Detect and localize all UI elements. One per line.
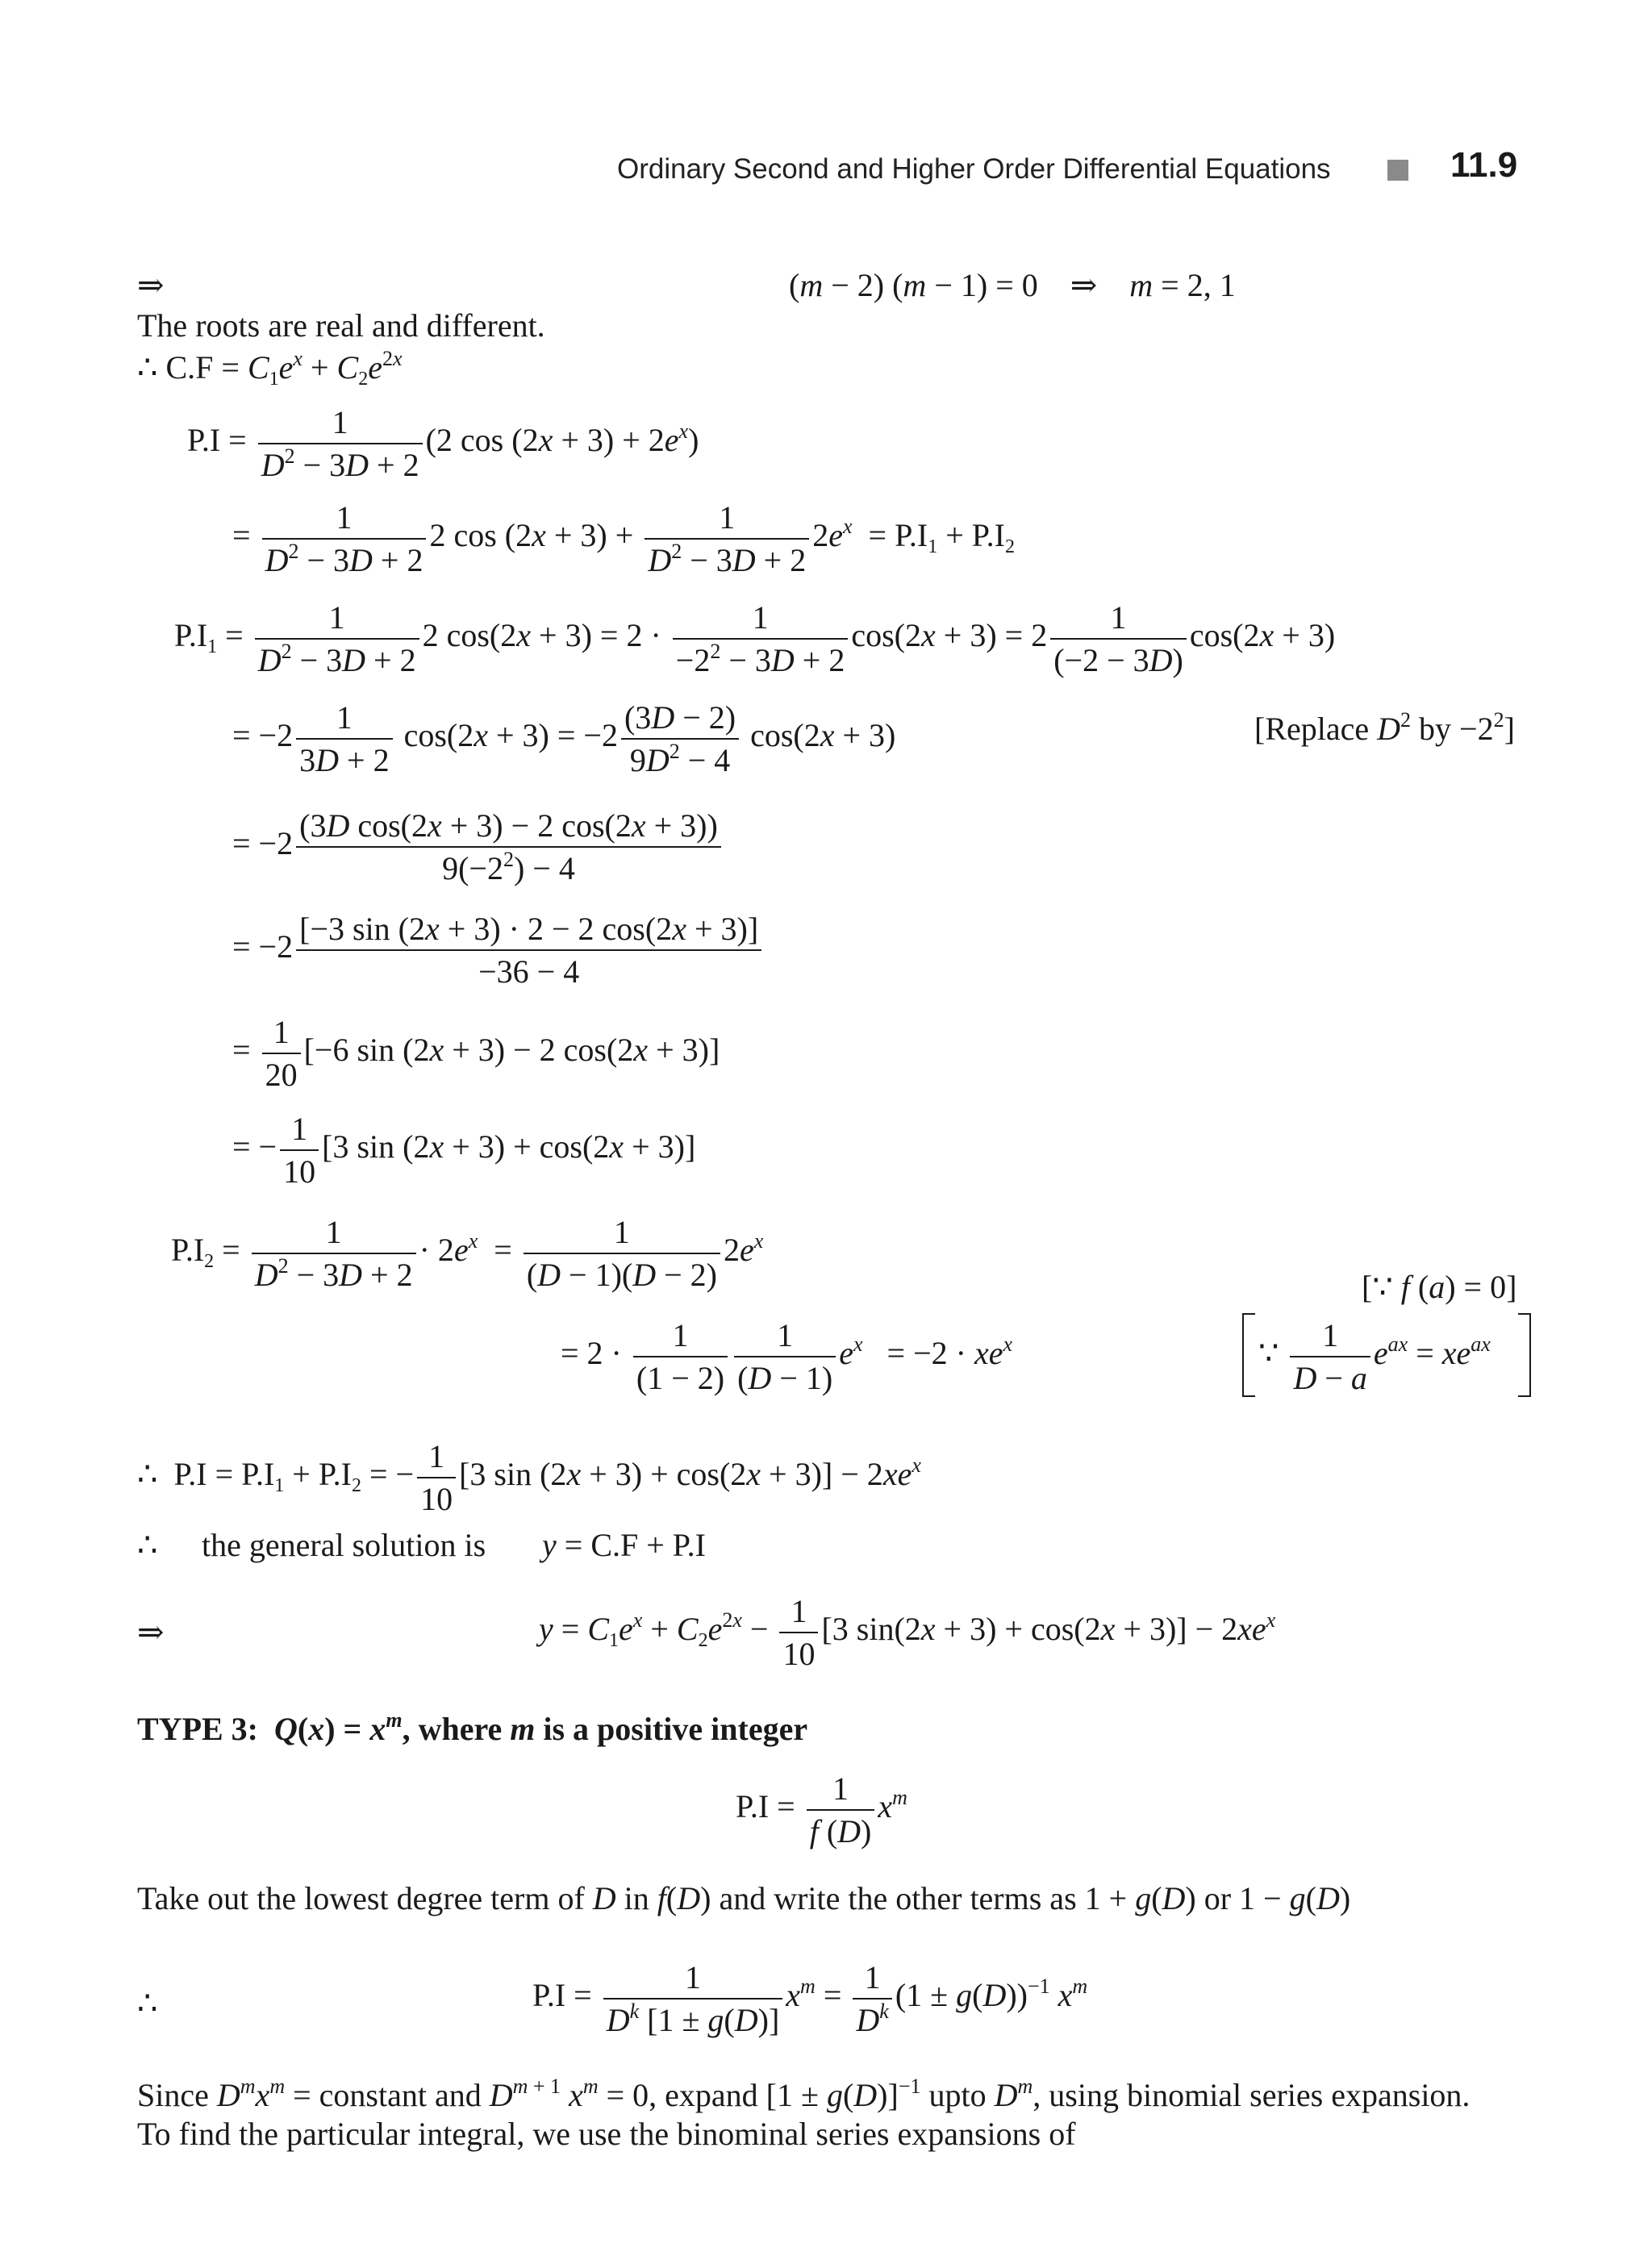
header-square-icon	[1387, 160, 1408, 181]
replace-note: [Replace $D^2$ by $-2^2$]	[1254, 708, 1515, 747]
pi1-step1: $P.I_1$ = $\frac{1}{D^2 - 3D + 2}$ 2 cos(2x + 3) = 2 · $\frac{1}{-2^2 - 3D + 2}$ cos(2x + 3) = 2 $\frac{1}{(-2 - 3D)}$ cos(2x + 3)	[174, 599, 1336, 678]
pi-split: = $\frac{1}{D^2 - 3D + 2}$ 2 cos (2x + 3) + $\frac{1}{D^2 - 3D + 2}$ $2e^x = P.I_1 + P.I_2$	[232, 499, 1015, 578]
general-solution-text: the general solution is	[202, 1527, 486, 1563]
page-number: 11.9	[1450, 145, 1518, 185]
pi1-step2: = −2 $\frac{1}{3D + 2}$ cos(2x + 3) = −2 $\frac{(3D - 2)}{9D^2 - 4}$ cos(2x + 3)	[232, 699, 896, 778]
pi-total: ∴ $P.I = P.I_1 + P.I_2$ = − $\frac{1}{10}$ [3 $\sin (2x + 3) + \cos(2x + 3)] - 2xe^x$	[137, 1438, 921, 1517]
pi1-step4: = −2 $\frac{[-3 \sin (2x + 3) \cdot 2 - 2 \cos(2x + 3)]}{-36 - 4}$	[232, 910, 765, 990]
roots-note: The roots are real and different.	[137, 307, 545, 344]
pi1-result: = − $\frac{1}{10}$ [3 sin (2x + 3) + cos(2x + 3)]	[232, 1111, 696, 1190]
implies-symbol-2: ⇒	[137, 1614, 165, 1650]
pi-definition: P.I = $\frac{1}{D^2 - 3D + 2}$ (2 $\cos (2x + 3) + 2e^x$)	[187, 404, 699, 483]
type3-pi-expansion: P.I = $\frac{1}{D^k [1 \pm g(D)]}$ $x^m$ = $\frac{1}{D^k}$ $(1 \pm g(D))^{-1}$ $x^m$	[532, 1959, 1088, 2038]
cf-line: ∴ $C.F = C_1e^x + C_2e^{2x}$	[137, 347, 403, 390]
pi1-step5: = $\frac{1}{20}$ [−6 sin (2x + 3) − 2 cos(2x + 3)]	[232, 1014, 720, 1093]
running-header-title: Ordinary Second and Higher Order Differential Equations	[617, 153, 1331, 185]
formula-bracket-left	[1242, 1313, 1255, 1397]
type3-pi: P.I = $\frac{1}{f (D)}$ $x^m$	[736, 1770, 907, 1849]
therefore-symbol: ∴	[137, 1527, 158, 1563]
pi2-step2: = 2 · $\frac{1}{(1 - 2)}$ $\frac{1}{(D - 1)}$ $e^x = -2 \cdot xe^x$	[561, 1317, 1013, 1396]
roots-equation: (m − 2) (m − 1) = 0 ⇒ m = 2, 1	[789, 267, 1236, 303]
type3-heading: TYPE 3: $Q(x) = x^m$, where m is a positive integer	[137, 1708, 808, 1747]
formula-bracket-right	[1518, 1313, 1531, 1397]
final-text: To find the particular integral, we use the binominal series expansions of	[137, 2116, 1076, 2152]
implies-symbol: ⇒	[137, 267, 165, 303]
pi1-step3: = −2 $\frac{\text{(3D cos(2x + 3) − 2 cos(2x + 3))}}{9(-2^2) - 4}$	[232, 807, 724, 887]
formula-note: ∵ $\frac{1}{D - a}$ $e^{ax} = xe^{ax}$	[1258, 1317, 1491, 1396]
final-solution: $y = C_1e^x + C_2e^{2x}$ − $\frac{1}{10}$ [3 $\sin(2x + 3) + \cos(2x + 3)] - 2xe^x$	[539, 1593, 1276, 1672]
fa-note: [∵ f (a) = 0]	[1362, 1269, 1517, 1305]
therefore-symbol-2: ∴	[137, 1985, 158, 2021]
since-text: Since $D^mx^m$ = constant and $D^{m + 1}$ $x^m = 0$, expand $[1 \pm g(D)]^{-1}$ upto $D^m$, using binomial series expansion.	[137, 2075, 1471, 2113]
general-solution-eq: y = C.F + P.I	[542, 1527, 706, 1563]
pi2-step1: $P.I_2$ = $\frac{1}{D^2 - 3D + 2}$ · $2e^x$ = $\frac{1}{(D - 1)(D - 2)}$ $2e^x$	[171, 1214, 764, 1293]
lowest-degree-text: Take out the lowest degree term of D in f(D) and write the other terms as 1 + g(D) or 1 − g(D)	[137, 1880, 1351, 1916]
